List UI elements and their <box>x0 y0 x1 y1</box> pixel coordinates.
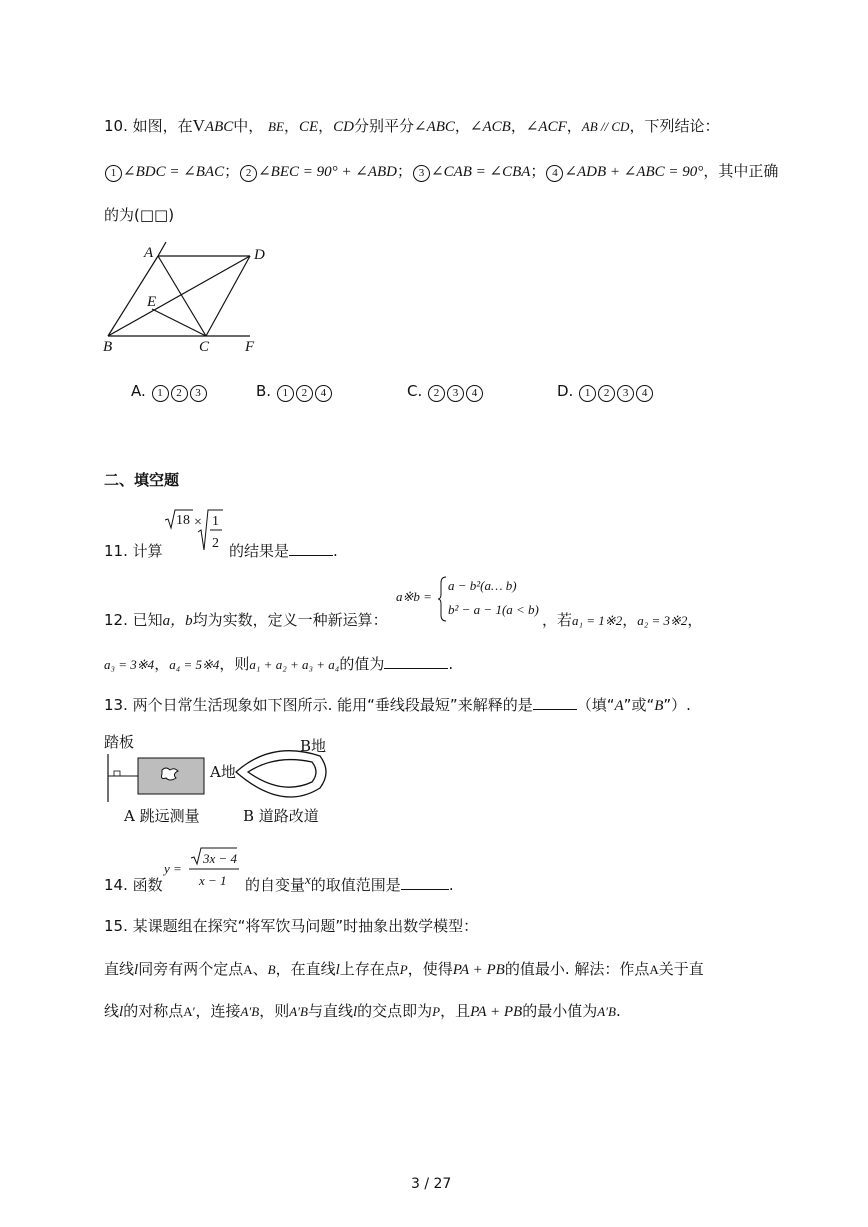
q14-tail <box>245 874 454 895</box>
q15-text: 与直线 <box>307 1002 353 1020</box>
q11-expression <box>163 508 225 554</box>
choice-letter: D. <box>557 382 574 400</box>
q15-text: ，连接 <box>195 1002 241 1020</box>
choice-c[interactable] <box>407 382 484 402</box>
q15-pa-pb: PA + PB <box>452 962 505 978</box>
q12-a1: a₁ = 1※2 <box>572 613 623 628</box>
q10-mid: 中， <box>233 117 264 135</box>
q15-l: l <box>335 962 340 978</box>
q13-end: ”）. <box>663 696 691 714</box>
triangle-symbol: V <box>192 116 205 135</box>
q10-statement-4: ∠ADB + ∠ABC = 90° <box>564 164 704 180</box>
q13-line <box>104 694 691 715</box>
q13-or: ”或“ <box>623 696 655 714</box>
q10-comma: ， <box>283 117 299 135</box>
label-b: B <box>103 339 113 355</box>
q14-fraction <box>189 846 241 890</box>
q10-line1 <box>104 115 719 136</box>
circled-number: 2 <box>171 385 188 402</box>
circled-number: 2 <box>240 165 257 182</box>
q10-semicolon: ； <box>224 162 240 180</box>
choice-letter: A. <box>131 382 146 400</box>
choice-a[interactable] <box>131 382 208 402</box>
q10-tail2: ，其中正确 <box>703 162 779 180</box>
q12-case-2: b² − a − 1(a < b) <box>448 602 539 617</box>
q12-a4: a₄ = 5※4 <box>169 657 220 672</box>
q15-l: l <box>134 962 139 978</box>
q15-text: 的值最小. 解法：作点 <box>504 960 650 978</box>
q14-mid: 的自变量 <box>245 876 306 894</box>
label-board: 踏板 <box>104 733 135 751</box>
q10-angle-acf: ∠ACF <box>525 119 567 135</box>
q14-num: 14. 函数 <box>104 876 163 894</box>
q11-radicand: 18 <box>176 513 190 528</box>
q15-text: 线 <box>104 1002 120 1020</box>
q14-denominator: x − 1 <box>199 873 227 888</box>
circled-number: 3 <box>617 385 634 402</box>
line-a-ext <box>158 242 166 256</box>
q15-text: ，在直线 <box>275 960 336 978</box>
q14-x: x <box>305 872 311 887</box>
q13-option-b: B <box>654 698 664 714</box>
q10-comma: ， <box>566 117 582 135</box>
q10-cd: CD <box>333 119 354 135</box>
choice-letter: C. <box>407 382 423 400</box>
circled-number: 1 <box>579 385 596 402</box>
q10-ce: CE <box>298 119 319 135</box>
circled-number: 1 <box>152 385 169 402</box>
q15-line1: 15. 某课题组在探究“将军饮马问题”时抽象出数学模型： <box>104 917 479 935</box>
circled-number: 4 <box>315 385 332 402</box>
q10-be: BE <box>268 119 284 134</box>
q13-text: 13. 两个日常生活现象如下图所示. 能用“垂线段最短”来解释的是 <box>104 696 533 714</box>
page-number: 3 / 27 <box>411 1176 452 1192</box>
q10-bisect: 分别平分 <box>353 117 414 135</box>
q10-angle-abc: ∠ABC <box>414 119 455 135</box>
q15-pa-pb: PA + PB <box>470 1004 523 1020</box>
q10-num: 10. 如图，在 <box>104 117 193 135</box>
q15-text: ，则 <box>259 1002 290 1020</box>
q15-p: P <box>432 1004 441 1019</box>
q15-line3 <box>104 1000 621 1021</box>
q11-tail-text: 的结果是 <box>229 542 290 560</box>
q12-vars: a，b <box>162 613 193 629</box>
q10-statement-2: ∠BEC = 90° + ∠ABD <box>258 164 397 180</box>
label-b-place: B地 <box>300 737 327 755</box>
circled-number: 2 <box>428 385 445 402</box>
q15-text: 的对称点 <box>123 1002 184 1020</box>
label-c: C <box>199 339 210 355</box>
q14-tail-text: 的取值范围是 <box>310 876 401 894</box>
circled-number: 4 <box>466 385 483 402</box>
answer-blank[interactable] <box>289 541 333 556</box>
q11-times: × <box>194 515 202 530</box>
q15-a: A <box>649 962 659 977</box>
q12-sum: a₁ + a₂ + a₃ + a₄ <box>249 657 340 672</box>
q10-semicolon: ； <box>530 162 546 180</box>
q10-parallel: AB // CD <box>581 119 630 134</box>
q12-ruo: ，若 <box>542 611 573 629</box>
q10-line3: 的为(□□) <box>104 206 175 224</box>
q15-line2 <box>104 958 704 979</box>
q11-tail <box>229 540 338 561</box>
circled-number: 3 <box>413 165 430 182</box>
q12-comma: ， <box>154 655 170 673</box>
q15-text: 关于直 <box>658 960 704 978</box>
q10-semicolon: ； <box>396 162 412 180</box>
q12-lhs: a※b = <box>396 589 432 604</box>
q14-end: . <box>448 876 454 894</box>
q10-statement-3: ∠CAB = ∠CBA <box>431 164 531 180</box>
q13-option-a: A <box>614 698 624 714</box>
q15-text: 的交点即为 <box>357 1002 433 1020</box>
q10-angle-acb: ∠ACB <box>469 119 511 135</box>
choice-d[interactable] <box>557 382 654 402</box>
q15-a-prime: A′ <box>183 1004 196 1019</box>
q12-comma: ， <box>687 611 703 629</box>
circled-number: 1 <box>277 385 294 402</box>
q14-y: y = <box>164 861 182 876</box>
q10-statement-1: ∠BDC = ∠BAC <box>123 164 225 180</box>
caption-b: B 道路改道 <box>243 807 319 825</box>
q11-end: . <box>333 542 338 560</box>
label-a-place: A地 <box>210 763 236 781</box>
caption-a: A 跳远测量 <box>124 807 200 825</box>
q12-comma: ， <box>622 611 638 629</box>
q12-case-1: a − b²(a… b) <box>448 578 517 593</box>
brace-icon <box>436 575 448 623</box>
answer-blank[interactable] <box>384 654 448 669</box>
q12-line2 <box>104 653 453 674</box>
circled-number: 1 <box>105 165 122 182</box>
circled-number: 3 <box>447 385 464 402</box>
q10-abc: ABC <box>204 119 234 135</box>
q12-a2: a₂ = 3※2 <box>637 613 688 628</box>
label-d: D <box>254 247 265 263</box>
q15-text: 同旁有两个定点 <box>138 960 244 978</box>
q15-a-prime-b: A′B <box>597 1004 616 1019</box>
q15-l: l <box>119 1004 124 1020</box>
q12-tail: 的值为 <box>339 655 385 673</box>
q10-tail: ，下列结论： <box>629 117 720 135</box>
q12-ze: ，则 <box>219 655 250 673</box>
answer-blank[interactable] <box>533 695 577 710</box>
q13-tail: （填“ <box>576 696 615 714</box>
q10-comma: ， <box>318 117 334 135</box>
q15-b: B <box>267 962 276 977</box>
q14-numerator: 3x − 4 <box>203 851 238 866</box>
long-jump-figure <box>100 752 210 804</box>
q11-num: 11. 计算 <box>104 542 163 560</box>
answer-blank[interactable] <box>401 875 449 890</box>
circled-number: 3 <box>190 385 207 402</box>
circled-number: 2 <box>296 385 313 402</box>
q15-text: 上存在点 <box>339 960 400 978</box>
road-detour-figure <box>232 750 332 806</box>
q15-text: ，且 <box>440 1002 471 1020</box>
section-heading: 二、填空题 <box>104 471 180 489</box>
q11-frac-numerator: 1 <box>212 514 219 529</box>
q12-end: . <box>448 655 454 673</box>
q15-a-prime-b: A′B <box>289 1004 308 1019</box>
choice-letter: B. <box>256 382 272 400</box>
q15-text: 直线 <box>104 960 135 978</box>
q15-a: A <box>243 962 253 977</box>
line-bd <box>108 256 250 336</box>
q12-a3: a₃ = 3※4 <box>104 657 155 672</box>
label-e: E <box>147 294 157 310</box>
circled-number: 4 <box>636 385 653 402</box>
q15-text: ，使得 <box>407 960 453 978</box>
label-a: A <box>144 245 154 261</box>
q10-comma: ， <box>510 117 526 135</box>
q15-sep: 、 <box>252 960 268 978</box>
q15-l: l <box>352 1004 358 1020</box>
choice-b[interactable] <box>256 382 333 402</box>
q12-lead <box>104 609 388 630</box>
q12-mid: 均为实数，定义一种新运算： <box>192 611 388 629</box>
q15-text: 的最小值为 <box>522 1002 598 1020</box>
q11-frac-denominator: 2 <box>212 536 219 551</box>
q10-comma: ， <box>454 117 470 135</box>
q10-line2 <box>104 160 778 182</box>
q12-defs <box>542 609 702 630</box>
circled-number: 2 <box>598 385 615 402</box>
q15-end: . <box>615 1002 621 1020</box>
circled-number: 4 <box>546 165 563 182</box>
q15-a-prime-b: A′B <box>240 1004 260 1019</box>
q12-num: 12. 已知 <box>104 611 163 629</box>
label-f: F <box>245 339 255 355</box>
q15-p: P <box>399 962 408 977</box>
